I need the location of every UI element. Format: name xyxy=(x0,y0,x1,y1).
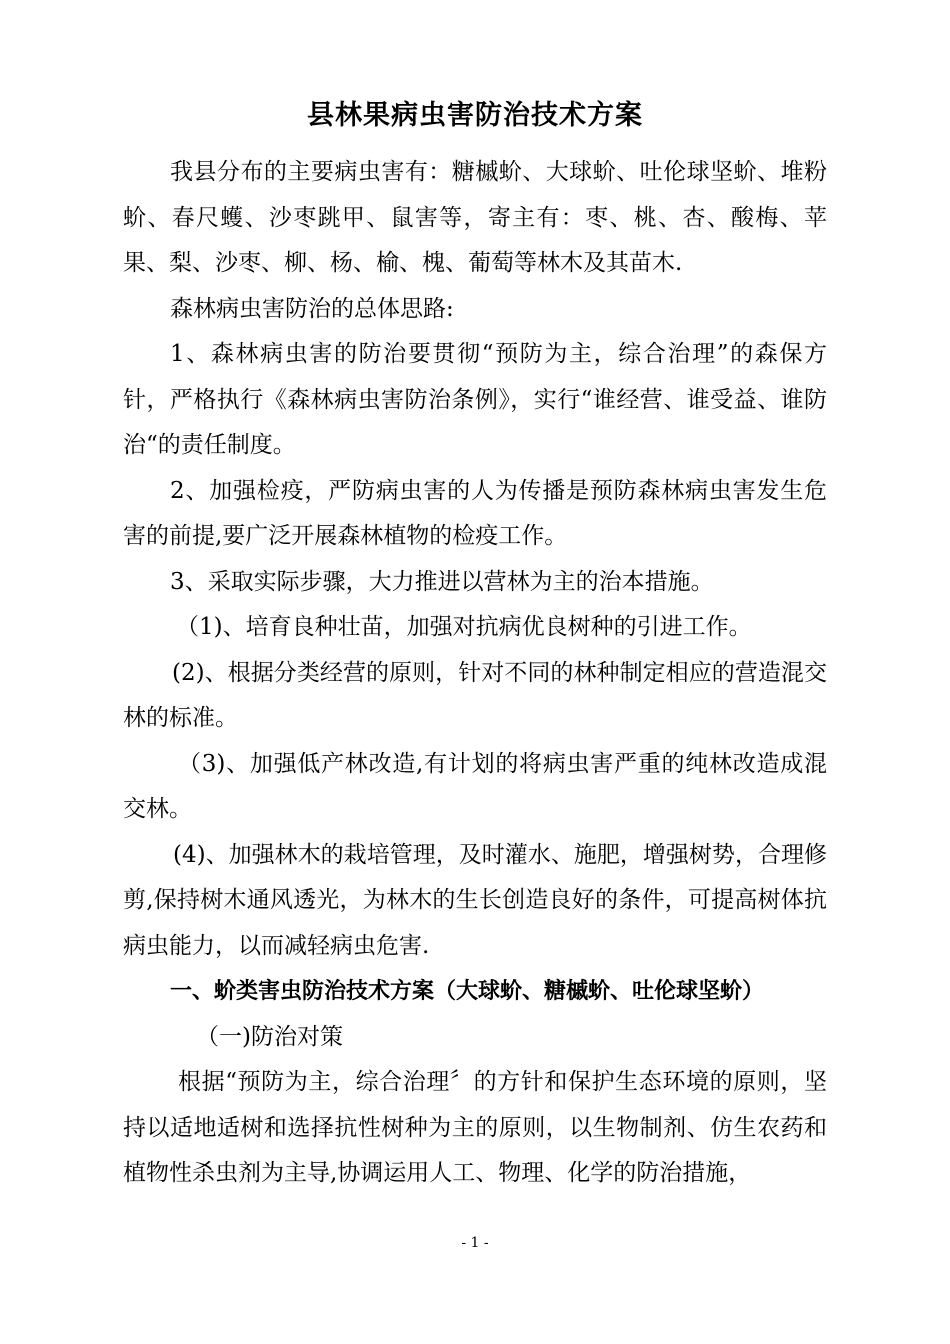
paragraph-point-1: 1、森林病虫害的防治要贯彻“预防为主，综合治理”的森保方针，严格执行《森林病虫害防治条例》，实行“谁经营、谁受益、谁防治“的责任制度。 xyxy=(123,341,827,458)
page-number: - 1 - xyxy=(461,1235,489,1251)
paragraph-subpoint-1: （1)、培育良种壮苗，加强对抗病优良树种的引进工作。 xyxy=(176,614,752,640)
paragraph-subpoint-3: （3)、加强低产林改造,有计划的将病虫害严重的纯林改造成混交林。 xyxy=(123,750,827,822)
paragraph-countermeasures: 根据“预防为主，综合治理〞的方针和保护生态环境的原则，坚持以适地适树和选择抗性树种为主的原则，以生物制剂、仿生农药和植物性杀虫剂为主导,协调运用人工、物理、化学的防治措施， xyxy=(123,1069,827,1186)
subsection-heading-countermeasures: （一)防治对策 xyxy=(196,1023,343,1050)
document-body xyxy=(123,150,827,1197)
paragraph-subpoint-4: (4)、加强林木的栽培管理，及时灌水、施肥，增强树势，合理修剪,保持树木通风透光，为林木的生长创造良好的条件，可提高树体抗病虫能力，以而减轻病虫危害. xyxy=(123,841,827,959)
section-heading-scale-insects: 一、蚧类害虫防治技术方案（大球蚧、糖槭蚧、吐伦球坚蚧） xyxy=(170,979,765,1004)
paragraph-subpoint-2: (2)、根据分类经营的原则，针对不同的林种制定相应的营造混交林的标准。 xyxy=(123,659,827,731)
paragraph-point-3: 3、采取实际步骤，大力推进以营林为主的治本措施。 xyxy=(170,568,714,595)
paragraph-pests-overview: 我县分布的主要病虫害有：糖槭蚧、大球蚧、吐伦球坚蚧、堆粉蚧、春尺蠖、沙枣跳甲、鼠害等，寄主有：枣、桃、杏、酸梅、苹果、梨、沙枣、柳、杨、榆、槐、葡萄等林木及其苗木. xyxy=(123,159,827,276)
paragraph-point-2: 2、加强检疫，严防病虫害的人为传播是预防森林病虫害发生危害的前提,要广泛开展森林植物的检疫工作。 xyxy=(123,477,827,549)
paragraph-general-approach: 森林病虫害防治的总体思路: xyxy=(170,295,454,322)
document-title: 县林果病虫害防治技术方案 xyxy=(307,100,643,131)
